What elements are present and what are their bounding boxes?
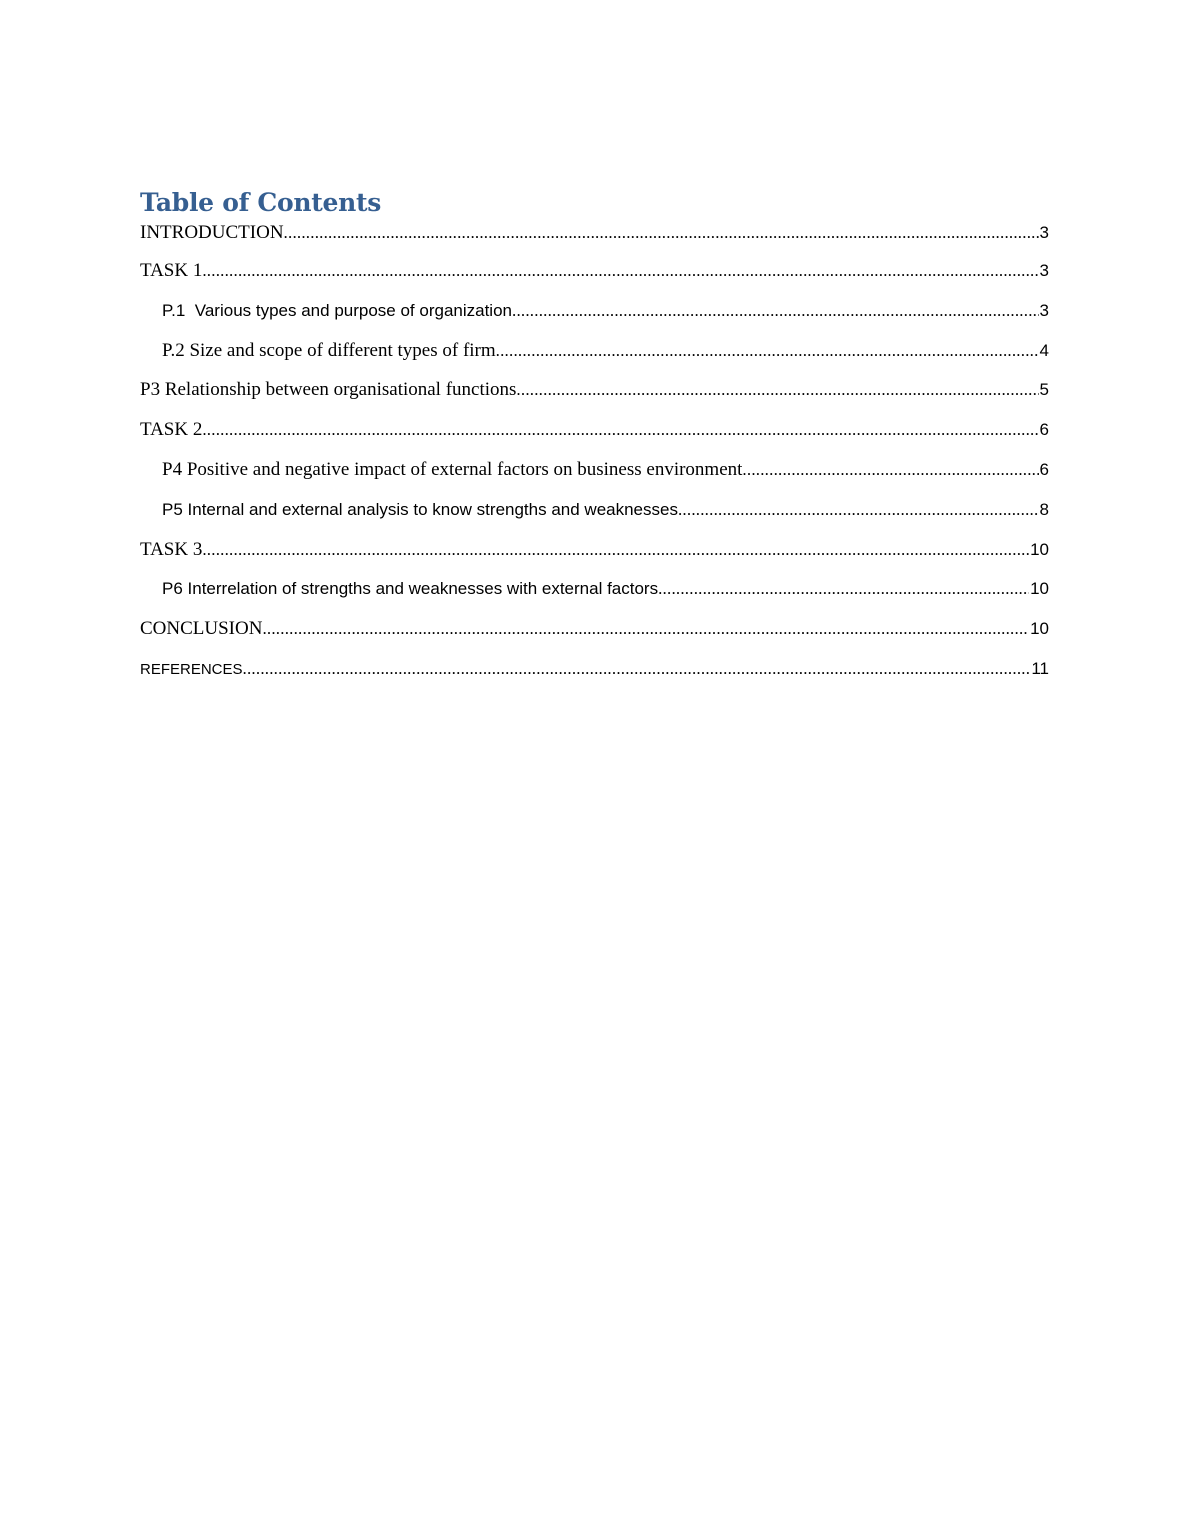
toc-entry-label: P4 Positive and negative impact of external factors on business environment	[162, 458, 743, 480]
dot-leader	[678, 497, 1039, 523]
toc-entry-p2[interactable]	[140, 338, 1049, 378]
dot-leader	[243, 656, 1031, 682]
toc-entry-label: TASK 1	[140, 260, 203, 281]
dot-leader	[496, 338, 1039, 364]
toc-entry-conclusion[interactable]	[140, 616, 1049, 656]
toc-entry-label: P.1 Various types and purpose of organization	[162, 300, 512, 320]
toc-title: Table of Contents	[140, 188, 382, 217]
toc-entry-label: REFERENCES	[140, 660, 243, 678]
toc-entry-label: INTRODUCTION	[140, 222, 284, 243]
dot-leader	[658, 576, 1029, 602]
toc-entry-references[interactable]	[140, 656, 1049, 696]
toc-entry-label: P3 Relationship between organisational functions	[140, 379, 517, 401]
toc-entry-p1[interactable]	[140, 298, 1049, 338]
toc-entry-task-3[interactable]	[140, 537, 1049, 577]
toc-entry-introduction[interactable]	[140, 220, 1049, 258]
dot-leader	[262, 616, 1029, 642]
toc-entry-page: 3	[1039, 261, 1049, 280]
toc-entry-label: TASK 2	[140, 419, 203, 441]
toc-entry-label: P5 Internal and external analysis to know strengths and weaknesses	[162, 499, 678, 519]
dot-leader	[284, 220, 1039, 246]
dot-leader	[202, 258, 1038, 284]
toc-entry-page: 10	[1030, 619, 1049, 639]
toc-list	[140, 220, 1049, 696]
toc-entry-label: P.2 Size and scope of different types of firm	[162, 339, 496, 361]
toc-entry-task-1[interactable]	[140, 258, 1049, 298]
toc-entry-page: 4	[1039, 340, 1049, 360]
table-of-contents	[140, 186, 1049, 696]
toc-entry-label: P6 Interrelation of strengths and weaknesses with external factors	[162, 579, 659, 599]
dot-leader	[202, 417, 1038, 443]
toc-entry-p6[interactable]	[140, 576, 1049, 616]
toc-entry-p5[interactable]	[140, 497, 1049, 537]
toc-entry-page: 6	[1039, 459, 1049, 479]
toc-entry-label: CONCLUSION	[140, 618, 263, 640]
toc-entry-page: 11	[1031, 658, 1049, 678]
dot-leader	[512, 298, 1039, 324]
toc-entry-page: 3	[1039, 223, 1049, 242]
toc-entry-page: 3	[1039, 300, 1049, 320]
toc-entry-page: 10	[1030, 579, 1049, 599]
toc-entry-page: 5	[1039, 380, 1049, 400]
toc-entry-label: TASK 3	[140, 538, 203, 560]
dot-leader	[742, 457, 1038, 483]
toc-entry-page: 10	[1030, 539, 1049, 559]
toc-entry-task-2[interactable]	[140, 417, 1049, 457]
toc-entry-p4[interactable]	[140, 457, 1049, 497]
toc-entry-page: 8	[1039, 499, 1049, 519]
dot-leader	[202, 537, 1029, 563]
toc-entry-p3[interactable]	[140, 377, 1049, 417]
dot-leader	[516, 377, 1038, 403]
toc-entry-page: 6	[1039, 420, 1049, 440]
